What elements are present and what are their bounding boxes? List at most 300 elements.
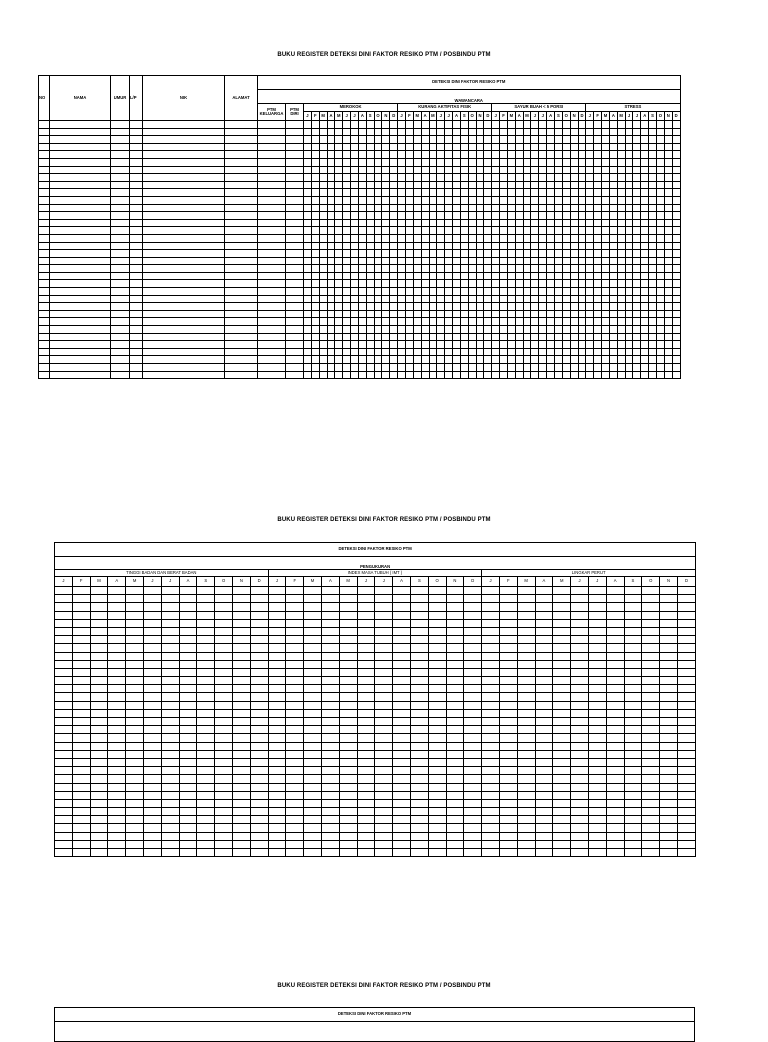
table-cell[interactable] bbox=[677, 701, 695, 709]
table-cell[interactable] bbox=[304, 303, 312, 311]
table-cell[interactable] bbox=[625, 242, 633, 250]
table-cell[interactable] bbox=[656, 136, 664, 144]
table-cell[interactable] bbox=[304, 166, 312, 174]
table-cell[interactable] bbox=[553, 660, 571, 668]
table-cell[interactable] bbox=[642, 726, 660, 734]
table-cell[interactable] bbox=[304, 288, 312, 296]
table-cell[interactable] bbox=[304, 265, 312, 273]
table-cell[interactable] bbox=[672, 326, 680, 334]
table-cell[interactable] bbox=[468, 121, 476, 129]
table-cell[interactable] bbox=[446, 849, 464, 857]
table-cell[interactable] bbox=[517, 668, 535, 676]
table-cell[interactable] bbox=[343, 136, 351, 144]
table-cell[interactable] bbox=[351, 166, 359, 174]
table-cell[interactable] bbox=[250, 750, 268, 758]
table-cell[interactable] bbox=[468, 318, 476, 326]
table-cell[interactable] bbox=[531, 295, 539, 303]
table-cell[interactable] bbox=[232, 742, 250, 750]
table-cell[interactable] bbox=[398, 234, 406, 242]
table-cell[interactable] bbox=[304, 799, 322, 807]
table-cell[interactable] bbox=[130, 242, 143, 250]
table-cell[interactable] bbox=[578, 196, 586, 204]
table-cell[interactable] bbox=[179, 603, 197, 611]
table-cell[interactable] bbox=[72, 603, 90, 611]
table-cell[interactable] bbox=[446, 742, 464, 750]
table-cell[interactable] bbox=[286, 121, 304, 129]
table-cell[interactable] bbox=[232, 652, 250, 660]
table-cell[interactable] bbox=[161, 742, 179, 750]
table-cell[interactable] bbox=[358, 204, 366, 212]
table-cell[interactable] bbox=[464, 816, 482, 824]
table-cell[interactable] bbox=[321, 824, 339, 832]
table-cell[interactable] bbox=[304, 767, 322, 775]
table-cell[interactable] bbox=[327, 272, 335, 280]
table-cell[interactable] bbox=[499, 668, 517, 676]
table-cell[interactable] bbox=[55, 849, 73, 857]
table-cell[interactable] bbox=[460, 318, 468, 326]
table-cell[interactable] bbox=[375, 709, 393, 717]
table-cell[interactable] bbox=[258, 257, 286, 265]
table-cell[interactable] bbox=[586, 174, 594, 182]
table-cell[interactable] bbox=[677, 611, 695, 619]
table-cell[interactable] bbox=[602, 196, 610, 204]
table-cell[interactable] bbox=[143, 709, 161, 717]
table-cell[interactable] bbox=[311, 265, 319, 273]
table-cell[interactable] bbox=[327, 318, 335, 326]
table-cell[interactable] bbox=[375, 693, 393, 701]
table-cell[interactable] bbox=[232, 701, 250, 709]
table-cell[interactable] bbox=[410, 693, 428, 701]
table-cell[interactable] bbox=[539, 341, 547, 349]
table-cell[interactable] bbox=[351, 333, 359, 341]
table-cell[interactable] bbox=[492, 295, 500, 303]
table-cell[interactable] bbox=[492, 257, 500, 265]
table-cell[interactable] bbox=[179, 693, 197, 701]
table-cell[interactable] bbox=[366, 196, 374, 204]
table-cell[interactable] bbox=[586, 280, 594, 288]
table-cell[interactable] bbox=[161, 660, 179, 668]
table-cell[interactable] bbox=[268, 718, 286, 726]
table-cell[interactable] bbox=[562, 121, 570, 129]
table-cell[interactable] bbox=[126, 619, 144, 627]
table-cell[interactable] bbox=[126, 587, 144, 595]
table-cell[interactable] bbox=[588, 652, 606, 660]
table-cell[interactable] bbox=[625, 204, 633, 212]
table-cell[interactable] bbox=[531, 326, 539, 334]
table-cell[interactable] bbox=[617, 204, 625, 212]
table-cell[interactable] bbox=[311, 128, 319, 136]
table-cell[interactable] bbox=[578, 280, 586, 288]
table-cell[interactable] bbox=[357, 726, 375, 734]
table-cell[interactable] bbox=[90, 742, 108, 750]
table-cell[interactable] bbox=[484, 341, 492, 349]
table-cell[interactable] bbox=[588, 808, 606, 816]
table-cell[interactable] bbox=[108, 791, 126, 799]
table-cell[interactable] bbox=[677, 832, 695, 840]
table-cell[interactable] bbox=[460, 348, 468, 356]
table-cell[interactable] bbox=[578, 318, 586, 326]
table-cell[interactable] bbox=[250, 685, 268, 693]
table-cell[interactable] bbox=[606, 742, 624, 750]
table-cell[interactable] bbox=[429, 242, 437, 250]
table-cell[interactable] bbox=[428, 742, 446, 750]
table-cell[interactable] bbox=[90, 636, 108, 644]
table-cell[interactable] bbox=[130, 348, 143, 356]
table-cell[interactable] bbox=[304, 318, 312, 326]
table-cell[interactable] bbox=[258, 128, 286, 136]
table-cell[interactable] bbox=[215, 668, 233, 676]
table-cell[interactable] bbox=[547, 189, 555, 197]
table-cell[interactable] bbox=[523, 219, 531, 227]
table-cell[interactable] bbox=[660, 799, 678, 807]
table-cell[interactable] bbox=[602, 295, 610, 303]
table-cell[interactable] bbox=[547, 280, 555, 288]
table-cell[interactable] bbox=[642, 824, 660, 832]
table-cell[interactable] bbox=[413, 280, 421, 288]
table-cell[interactable] bbox=[225, 189, 258, 197]
table-cell[interactable] bbox=[398, 136, 406, 144]
table-cell[interactable] bbox=[586, 257, 594, 265]
table-cell[interactable] bbox=[641, 212, 649, 220]
table-cell[interactable] bbox=[304, 158, 312, 166]
table-cell[interactable] bbox=[225, 121, 258, 129]
table-cell[interactable] bbox=[421, 196, 429, 204]
table-cell[interactable] bbox=[410, 595, 428, 603]
table-cell[interactable] bbox=[398, 151, 406, 159]
table-cell[interactable] bbox=[55, 677, 73, 685]
table-cell[interactable] bbox=[606, 636, 624, 644]
table-cell[interactable] bbox=[161, 816, 179, 824]
table-cell[interactable] bbox=[197, 799, 215, 807]
table-cell[interactable] bbox=[286, 718, 304, 726]
table-cell[interactable] bbox=[405, 196, 413, 204]
table-cell[interactable] bbox=[258, 219, 286, 227]
table-cell[interactable] bbox=[617, 303, 625, 311]
table-cell[interactable] bbox=[197, 619, 215, 627]
table-cell[interactable] bbox=[476, 371, 484, 379]
table-cell[interactable] bbox=[641, 295, 649, 303]
table-cell[interactable] bbox=[633, 227, 641, 235]
table-cell[interactable] bbox=[335, 234, 343, 242]
table-cell[interactable] bbox=[625, 326, 633, 334]
table-cell[interactable] bbox=[215, 816, 233, 824]
table-cell[interactable] bbox=[339, 587, 357, 595]
table-cell[interactable] bbox=[421, 288, 429, 296]
table-cell[interactable] bbox=[437, 272, 445, 280]
table-cell[interactable] bbox=[535, 693, 553, 701]
table-cell[interactable] bbox=[562, 310, 570, 318]
table-cell[interactable] bbox=[429, 303, 437, 311]
table-cell[interactable] bbox=[482, 709, 500, 717]
table-cell[interactable] bbox=[197, 709, 215, 717]
table-cell[interactable] bbox=[428, 816, 446, 824]
table-cell[interactable] bbox=[555, 174, 563, 182]
table-cell[interactable] bbox=[410, 660, 428, 668]
table-cell[interactable] bbox=[571, 849, 589, 857]
table-cell[interactable] bbox=[143, 660, 161, 668]
table-cell[interactable] bbox=[515, 310, 523, 318]
table-cell[interactable] bbox=[672, 318, 680, 326]
table-cell[interactable] bbox=[111, 181, 130, 189]
table-cell[interactable] bbox=[578, 204, 586, 212]
table-cell[interactable] bbox=[553, 832, 571, 840]
table-cell[interactable] bbox=[484, 265, 492, 273]
table-cell[interactable] bbox=[429, 219, 437, 227]
table-cell[interactable] bbox=[428, 636, 446, 644]
table-cell[interactable] bbox=[460, 158, 468, 166]
table-cell[interactable] bbox=[130, 250, 143, 258]
table-cell[interactable] bbox=[660, 758, 678, 766]
table-cell[interactable] bbox=[664, 356, 672, 364]
table-cell[interactable] bbox=[606, 595, 624, 603]
table-cell[interactable] bbox=[130, 174, 143, 182]
table-cell[interactable] bbox=[555, 250, 563, 258]
table-cell[interactable] bbox=[143, 587, 161, 595]
table-cell[interactable] bbox=[476, 280, 484, 288]
table-cell[interactable] bbox=[143, 303, 225, 311]
table-cell[interactable] bbox=[382, 250, 390, 258]
table-cell[interactable] bbox=[366, 371, 374, 379]
table-cell[interactable] bbox=[429, 272, 437, 280]
table-cell[interactable] bbox=[111, 189, 130, 197]
table-cell[interactable] bbox=[664, 318, 672, 326]
table-cell[interactable] bbox=[677, 677, 695, 685]
table-cell[interactable] bbox=[410, 734, 428, 742]
table-cell[interactable] bbox=[375, 627, 393, 635]
table-cell[interactable] bbox=[633, 204, 641, 212]
table-cell[interactable] bbox=[90, 832, 108, 840]
table-cell[interactable] bbox=[677, 709, 695, 717]
table-cell[interactable] bbox=[677, 685, 695, 693]
table-cell[interactable] bbox=[72, 824, 90, 832]
table-cell[interactable] bbox=[625, 288, 633, 296]
table-cell[interactable] bbox=[428, 791, 446, 799]
table-cell[interactable] bbox=[555, 257, 563, 265]
table-cell[interactable] bbox=[507, 219, 515, 227]
table-cell[interactable] bbox=[39, 151, 50, 159]
table-cell[interactable] bbox=[633, 242, 641, 250]
table-cell[interactable] bbox=[286, 242, 304, 250]
table-cell[interactable] bbox=[410, 627, 428, 635]
table-cell[interactable] bbox=[523, 128, 531, 136]
table-cell[interactable] bbox=[656, 143, 664, 151]
table-cell[interactable] bbox=[602, 341, 610, 349]
table-cell[interactable] bbox=[437, 371, 445, 379]
table-cell[interactable] bbox=[197, 824, 215, 832]
table-cell[interactable] bbox=[232, 726, 250, 734]
table-cell[interactable] bbox=[50, 341, 111, 349]
table-cell[interactable] bbox=[484, 227, 492, 235]
table-cell[interactable] bbox=[641, 204, 649, 212]
table-cell[interactable] bbox=[161, 808, 179, 816]
table-cell[interactable] bbox=[232, 840, 250, 848]
table-cell[interactable] bbox=[570, 250, 578, 258]
table-cell[interactable] bbox=[606, 587, 624, 595]
table-cell[interactable] bbox=[351, 364, 359, 372]
table-cell[interactable] bbox=[375, 652, 393, 660]
table-cell[interactable] bbox=[90, 824, 108, 832]
table-cell[interactable] bbox=[499, 660, 517, 668]
table-cell[interactable] bbox=[327, 364, 335, 372]
table-cell[interactable] bbox=[143, 783, 161, 791]
table-cell[interactable] bbox=[482, 824, 500, 832]
table-cell[interactable] bbox=[268, 677, 286, 685]
table-cell[interactable] bbox=[311, 371, 319, 379]
table-cell[interactable] bbox=[515, 212, 523, 220]
table-cell[interactable] bbox=[677, 758, 695, 766]
table-cell[interactable] bbox=[649, 196, 657, 204]
table-cell[interactable] bbox=[492, 341, 500, 349]
table-cell[interactable] bbox=[649, 212, 657, 220]
table-cell[interactable] bbox=[143, 250, 225, 258]
table-cell[interactable] bbox=[321, 758, 339, 766]
table-cell[interactable] bbox=[366, 280, 374, 288]
table-cell[interactable] bbox=[311, 288, 319, 296]
table-cell[interactable] bbox=[641, 348, 649, 356]
table-cell[interactable] bbox=[143, 356, 225, 364]
table-cell[interactable] bbox=[664, 303, 672, 311]
table-cell[interactable] bbox=[304, 611, 322, 619]
table-cell[interactable] bbox=[570, 121, 578, 129]
table-cell[interactable] bbox=[321, 587, 339, 595]
table-cell[interactable] bbox=[143, 227, 225, 235]
table-cell[interactable] bbox=[460, 288, 468, 296]
table-cell[interactable] bbox=[311, 257, 319, 265]
table-cell[interactable] bbox=[382, 158, 390, 166]
table-cell[interactable] bbox=[429, 250, 437, 258]
table-cell[interactable] bbox=[215, 734, 233, 742]
table-cell[interactable] bbox=[366, 181, 374, 189]
table-cell[interactable] bbox=[405, 128, 413, 136]
table-cell[interactable] bbox=[357, 668, 375, 676]
table-cell[interactable] bbox=[327, 234, 335, 242]
table-cell[interactable] bbox=[677, 668, 695, 676]
table-cell[interactable] bbox=[421, 364, 429, 372]
table-cell[interactable] bbox=[428, 611, 446, 619]
table-cell[interactable] bbox=[374, 121, 382, 129]
table-cell[interactable] bbox=[327, 196, 335, 204]
table-cell[interactable] bbox=[553, 644, 571, 652]
table-cell[interactable] bbox=[586, 303, 594, 311]
table-cell[interactable] bbox=[606, 758, 624, 766]
table-cell[interactable] bbox=[586, 219, 594, 227]
table-cell[interactable] bbox=[428, 693, 446, 701]
table-cell[interactable] bbox=[492, 128, 500, 136]
table-cell[interactable] bbox=[555, 310, 563, 318]
table-cell[interactable] bbox=[225, 310, 258, 318]
table-cell[interactable] bbox=[319, 234, 327, 242]
table-cell[interactable] bbox=[515, 364, 523, 372]
table-cell[interactable] bbox=[553, 742, 571, 750]
table-cell[interactable] bbox=[437, 265, 445, 273]
table-cell[interactable] bbox=[484, 310, 492, 318]
table-cell[interactable] bbox=[555, 371, 563, 379]
table-cell[interactable] bbox=[531, 310, 539, 318]
table-cell[interactable] bbox=[500, 181, 508, 189]
table-cell[interactable] bbox=[588, 775, 606, 783]
table-cell[interactable] bbox=[390, 219, 398, 227]
table-cell[interactable] bbox=[609, 166, 617, 174]
table-cell[interactable] bbox=[366, 204, 374, 212]
table-cell[interactable] bbox=[232, 808, 250, 816]
table-cell[interactable] bbox=[531, 371, 539, 379]
table-cell[interactable] bbox=[602, 181, 610, 189]
table-cell[interactable] bbox=[90, 603, 108, 611]
table-cell[interactable] bbox=[499, 677, 517, 685]
table-cell[interactable] bbox=[143, 611, 161, 619]
table-cell[interactable] bbox=[476, 265, 484, 273]
table-cell[interactable] bbox=[215, 603, 233, 611]
table-cell[interactable] bbox=[641, 257, 649, 265]
table-cell[interactable] bbox=[437, 341, 445, 349]
table-cell[interactable] bbox=[562, 196, 570, 204]
table-cell[interactable] bbox=[507, 303, 515, 311]
table-cell[interactable] bbox=[664, 326, 672, 334]
table-cell[interactable] bbox=[476, 136, 484, 144]
table-cell[interactable] bbox=[656, 250, 664, 258]
table-cell[interactable] bbox=[453, 151, 461, 159]
table-cell[interactable] bbox=[428, 652, 446, 660]
table-cell[interactable] bbox=[515, 204, 523, 212]
table-cell[interactable] bbox=[624, 758, 642, 766]
table-cell[interactable] bbox=[366, 128, 374, 136]
table-cell[interactable] bbox=[594, 364, 602, 372]
table-cell[interactable] bbox=[130, 295, 143, 303]
table-cell[interactable] bbox=[343, 326, 351, 334]
table-cell[interactable] bbox=[562, 265, 570, 273]
table-cell[interactable] bbox=[571, 652, 589, 660]
table-cell[interactable] bbox=[90, 685, 108, 693]
table-cell[interactable] bbox=[453, 158, 461, 166]
table-cell[interactable] bbox=[351, 212, 359, 220]
table-cell[interactable] bbox=[586, 326, 594, 334]
table-cell[interactable] bbox=[111, 318, 130, 326]
table-cell[interactable] bbox=[421, 318, 429, 326]
table-cell[interactable] bbox=[286, 726, 304, 734]
table-cell[interactable] bbox=[609, 189, 617, 197]
table-cell[interactable] bbox=[453, 121, 461, 129]
table-cell[interactable] bbox=[539, 128, 547, 136]
table-cell[interactable] bbox=[321, 603, 339, 611]
table-cell[interactable] bbox=[351, 265, 359, 273]
table-cell[interactable] bbox=[72, 693, 90, 701]
table-cell[interactable] bbox=[390, 341, 398, 349]
table-cell[interactable] bbox=[197, 775, 215, 783]
table-cell[interactable] bbox=[339, 619, 357, 627]
table-cell[interactable] bbox=[555, 204, 563, 212]
table-cell[interactable] bbox=[304, 693, 322, 701]
table-cell[interactable] bbox=[258, 348, 286, 356]
table-cell[interactable] bbox=[339, 791, 357, 799]
table-cell[interactable] bbox=[642, 652, 660, 660]
table-cell[interactable] bbox=[39, 136, 50, 144]
table-cell[interactable] bbox=[460, 333, 468, 341]
table-cell[interactable] bbox=[258, 166, 286, 174]
table-cell[interactable] bbox=[553, 799, 571, 807]
table-cell[interactable] bbox=[555, 181, 563, 189]
table-cell[interactable] bbox=[286, 212, 304, 220]
table-cell[interactable] bbox=[446, 718, 464, 726]
table-cell[interactable] bbox=[311, 272, 319, 280]
table-cell[interactable] bbox=[258, 272, 286, 280]
table-cell[interactable] bbox=[358, 227, 366, 235]
table-cell[interactable] bbox=[428, 619, 446, 627]
table-cell[interactable] bbox=[539, 257, 547, 265]
table-cell[interactable] bbox=[197, 840, 215, 848]
table-cell[interactable] bbox=[660, 775, 678, 783]
table-cell[interactable] bbox=[143, 791, 161, 799]
table-cell[interactable] bbox=[179, 742, 197, 750]
